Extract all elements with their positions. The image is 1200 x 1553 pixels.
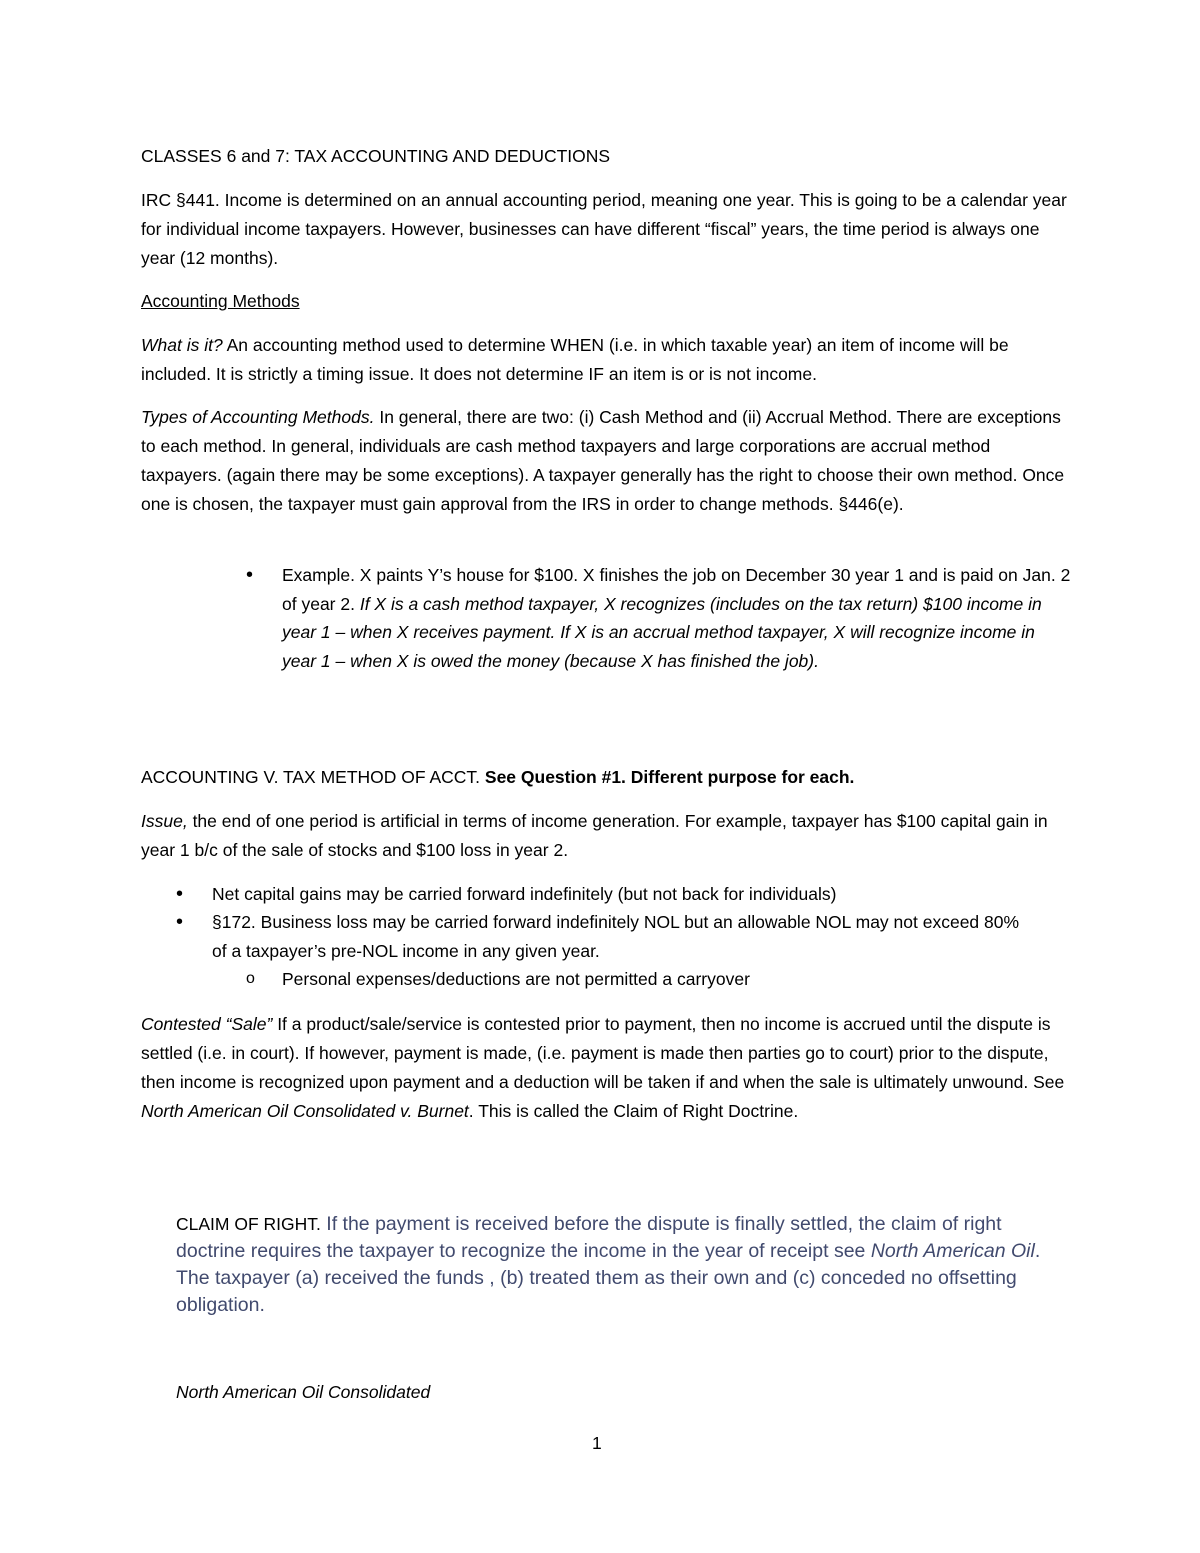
bullet-icon: • [176, 883, 184, 905]
example-text: Example. X paints Y’s house for $100. X finishes the job on December 30 year 1 and is paid on Jan. 2 of year 2. If X is a cash method taxpayer, X recognizes (includes on the tax return) $100 income in year 1 – when X receives payment. If X is an accrual method taxpayer, X will recognize income in year 1 – when X is owed the money (because X has finished the job). [282, 565, 1071, 671]
issue-lead: Issue, [141, 811, 188, 831]
claim-of-right-paragraph: CLAIM OF RIGHT. If the payment is received before the dispute is finally settled, the claim of right doctrine requires the taxpayer to recognize the income in the year of receipt see North American Oil. The taxpayer (a) received the funds , (b) treated them as their own and (c) conceded no offsetting obligation. [176, 1213, 1041, 1316]
bullet-icon: • [176, 911, 184, 933]
document-page: CLASSES 6 and 7: TAX ACCOUNTING AND DEDUCTIONS IRC §441. Income is determined on an annual accounting period, meaning one year. This is going to be a calendar year for individual income taxpayers. However, businesses can have different “fiscal” years, the time period is always one year (12 months). Accounting Methods What is it? An accounting method used to determine WHEN (i.e. in which taxable year) an item of income will be included. It is strictly a timing issue. It does not determine IF an item is or is not income. Types of Accounting Methods. In general, there are two: (i) Cash Method and (ii) Accrual Method. There are exceptions to each method. In general, individuals are cash method taxpayers and large corporations are accrual method taxpayers. (again there may be some exceptions). A taxpayer generally has the right to choose their own method. Once one is chosen, the taxpayer must gain approval from the IRS in order to change methods. §446(e). • Example. X paints Y’s house for $100. X finishes the job on December 30 year 1 and is paid on Jan. 2 of year 2. If X is a cash method taxpayer, X recognizes (includes on the tax return) $100 income in year 1 – when X receives payment. If X is an accrual method taxpayer, X will recognize income in year 1 – when X is owed the money (because X has finished the job). ACCOUNTING V. TAX METHOD OF ACCT. See Question #1. Different purpose for each. Issue, the end of one period is artificial in terms of income generation. For example, taxpayer has $100 capital gain in year 1 b/c of the sale of stocks and $100 loss in year 2. • Net capital gains may be carried forward indefinitely (but not back for individuals) • §172. Business loss may be carried forward indefinitely NOL but an allowable NOL may not exceed 80% of a taxpayer’s pre-NOL income in any given year. o Personal expenses/deductions are not permitted a carryover Contested “Sale” If a product/sale/service is contested prior to payment, then no income is accrued until the dispute is settled (i.e. in court). If however, payment is made, (i.e. payment is made then parties go to court) prior to the dispute, then income is recognized upon payment and a deduction will be taken if and when the sale is ultimately unwound. See North American Oil Consolidated v. Burnet. This is called the Claim of Right Doctrine. CLAIM OF RIGHT. If the payment is received before the dispute is finally settled, the claim of right doctrine requires the taxpayer to recognize the income in the year of receipt see North American Oil. The taxpayer (a) received the funds , (b) treated them as their own and (c) conceded no offsetting obligation. North American Oil Consolidated 1 [0, 0, 1200, 1553]
types-paragraph: Types of Accounting Methods. In general, there are two: (i) Cash Method and (ii) Accrual Method. There are exceptions to each method. In general, individuals are cash method taxpayers and large corporations are accrual method taxpayers. (again there may be some exceptions). A taxpayer generally has the right to choose their own method. Once one is chosen, the taxpayer must gain approval from the IRS in order to change methods. §446(e). [141, 407, 1065, 514]
accounting-methods-heading: Accounting Methods [141, 291, 300, 311]
what-is-it-lead: What is it? [141, 335, 223, 355]
issue-paragraph: Issue, the end of one period is artificial in terms of income generation. For example, taxpayer has $100 capital gain in year 1 b/c of the sale of stocks and $100 loss in year 2. [141, 811, 1048, 860]
page-number: 1 [592, 1433, 602, 1453]
what-is-it-paragraph: What is it? An accounting method used to determine WHEN (i.e. in which taxable year) an item of income will be included. It is strictly a timing issue. It does not determine IF an item is or is not income. [141, 335, 1009, 384]
irc-441-paragraph: IRC §441. Income is determined on an annual accounting period, meaning one year. This is going to be a calendar year for individual income taxpayers. However, businesses can have different “fiscal” years, the time period is always one year (12 months). [141, 190, 1067, 268]
accounting-vs-tax-heading: ACCOUNTING V. TAX METHOD OF ACCT. See Question #1. Different purpose for each. [141, 767, 855, 787]
contested-sale-paragraph: Contested “Sale” If a product/sale/service is contested prior to payment, then no income is accrued until the dispute is settled (i.e. in court). If however, payment is made, (i.e. payment is made then parties go to court) prior to the dispute, then income is recognized upon payment and a deduction will be taken if and when the sale is ultimately unwound. See North American Oil Consolidated v. Burnet. This is called the Claim of Right Doctrine. [141, 1014, 1065, 1121]
types-lead: Types of Accounting Methods. [141, 407, 375, 427]
case-heading: North American Oil Consolidated [176, 1382, 431, 1402]
bullet-icon: • [246, 564, 254, 586]
sub-bullet-icon: o [246, 970, 255, 987]
claim-of-right-lead: CLAIM OF RIGHT. [176, 1214, 321, 1234]
contested-lead: Contested “Sale” [141, 1014, 273, 1034]
page-heading: CLASSES 6 and 7: TAX ACCOUNTING AND DEDUCTIONS [141, 146, 611, 166]
